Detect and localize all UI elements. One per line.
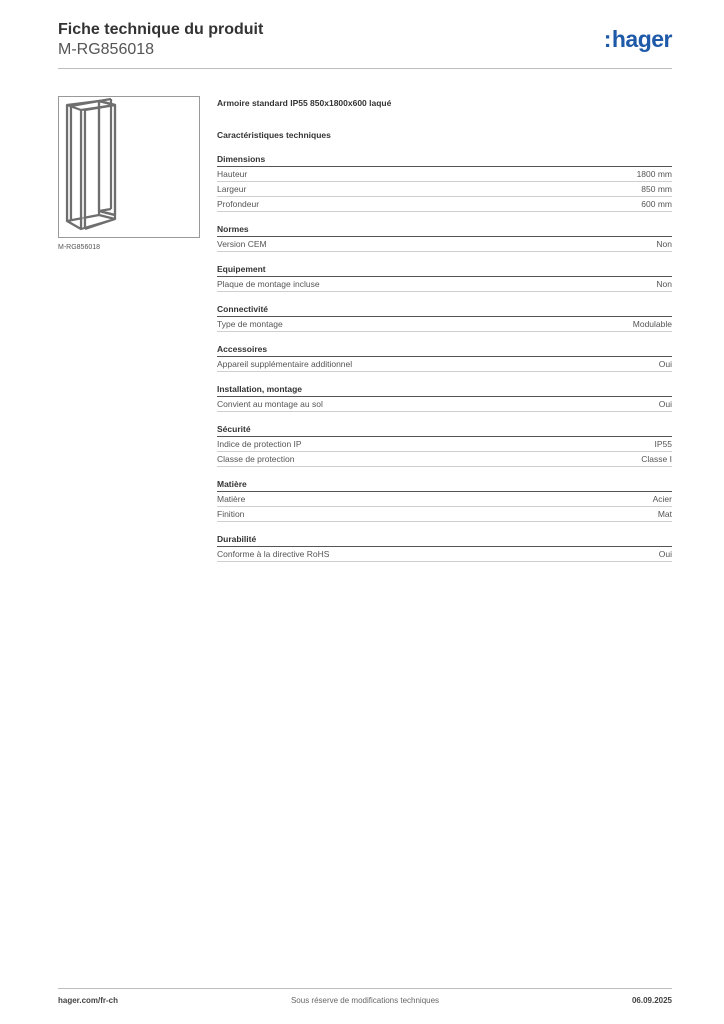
spec-section: [217, 532, 672, 562]
spec-value: Mat: [657, 509, 672, 519]
spec-label: Indice de protection IP: [217, 439, 302, 449]
spec-label: Classe de protection: [217, 454, 295, 464]
spec-value: Oui: [658, 399, 672, 409]
spec-row: [217, 317, 672, 332]
spec-row: [217, 357, 672, 372]
spec-value: Classe I: [641, 454, 672, 464]
spec-section: [217, 382, 672, 412]
spec-value: 600 mm: [641, 199, 672, 209]
spec-row: [217, 492, 672, 507]
product-name: Armoire standard IP55 850x1800x600 laqué: [217, 98, 392, 108]
section-title: Equipement: [217, 262, 672, 277]
section-title: Normes: [217, 222, 672, 237]
spec-section: [217, 222, 672, 252]
spec-label: Convient au montage au sol: [217, 399, 323, 409]
spec-label: Conforme à la directive RoHS: [217, 549, 330, 559]
spec-row: [217, 547, 672, 562]
spec-value: Oui: [658, 359, 672, 369]
footer-divider: [58, 988, 672, 989]
spec-value: Modulable: [632, 319, 672, 329]
image-caption: M-RG856018: [58, 244, 101, 251]
spec-label: Matière: [217, 494, 246, 504]
spec-row: [217, 507, 672, 522]
spec-section: [217, 477, 672, 522]
spec-section: [217, 262, 672, 292]
spec-row: [217, 437, 672, 452]
page-title: Fiche technique du produit: [58, 21, 264, 38]
footer-date: 06.09.2025: [631, 996, 672, 1005]
spec-sections: [217, 152, 672, 562]
logo-colon-mark: :: [603, 26, 611, 52]
spec-heading: Caractéristiques techniques: [217, 130, 331, 140]
spec-section: [217, 302, 672, 332]
logo-text: hager: [611, 26, 672, 52]
spec-row: [217, 277, 672, 292]
spec-row: [217, 237, 672, 252]
spec-label: Type de montage: [217, 319, 283, 329]
spec-label: Appareil supplémentaire additionnel: [217, 359, 353, 369]
spec-label: Hauteur: [217, 169, 248, 179]
section-title: Sécurité: [217, 422, 672, 437]
hager-logo: [604, 26, 672, 53]
spec-row: [217, 452, 672, 467]
spec-content: [217, 96, 672, 562]
footer-notice: Sous réserve de modifications techniques: [290, 996, 440, 1005]
spec-value: Oui: [658, 549, 672, 559]
spec-label: Largeur: [217, 184, 247, 194]
section-title: Installation, montage: [217, 382, 672, 397]
spec-value: IP55: [654, 439, 672, 449]
section-title: Dimensions: [217, 152, 672, 167]
spec-label: Version CEM: [217, 239, 267, 249]
footer-website-link[interactable]: hager.com/fr-ch: [58, 996, 119, 1005]
section-title: Matière: [217, 477, 672, 492]
spec-value: 850 mm: [641, 184, 672, 194]
spec-section: [217, 152, 672, 212]
spec-row: [217, 197, 672, 212]
spec-row: [217, 167, 672, 182]
section-title: Accessoires: [217, 342, 672, 357]
spec-label: Profondeur: [217, 199, 260, 209]
section-title: Connectivité: [217, 302, 672, 317]
spec-section: [217, 342, 672, 372]
spec-value: 1800 mm: [636, 169, 672, 179]
spec-row: [217, 397, 672, 412]
spec-label: Plaque de montage incluse: [217, 279, 320, 289]
spec-value: Non: [656, 279, 672, 289]
page-header: [58, 20, 672, 60]
section-title: Durabilité: [217, 532, 672, 547]
spec-value: Non: [656, 239, 672, 249]
product-image: [58, 96, 200, 238]
header-divider: [58, 68, 672, 69]
spec-value: Acier: [652, 494, 672, 504]
spec-label: Finition: [217, 509, 245, 519]
cabinet-frame-illustration: [59, 97, 199, 237]
spec-row: [217, 182, 672, 197]
product-reference: M-RG856018: [58, 41, 155, 58]
spec-section: [217, 422, 672, 467]
